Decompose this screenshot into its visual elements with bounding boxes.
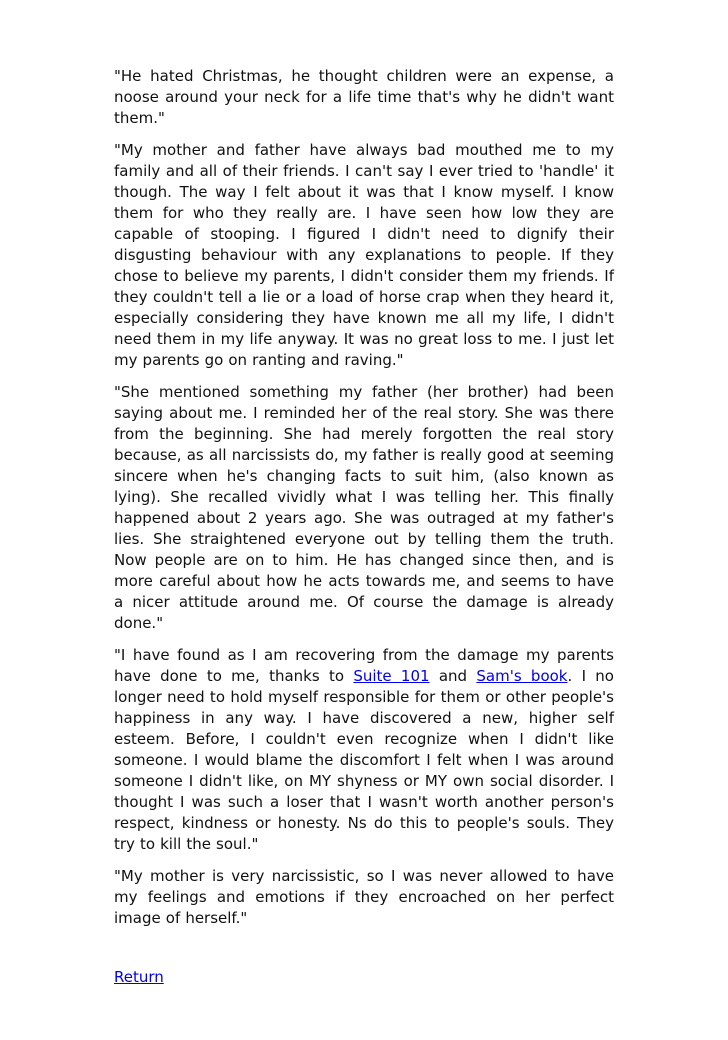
paragraph xyxy=(114,645,614,855)
document-content xyxy=(114,66,614,929)
suite-101-link[interactable]: Suite 101 xyxy=(353,667,430,685)
paragraph xyxy=(114,66,614,129)
paragraph xyxy=(114,866,614,929)
text-segment: "My mother and father have always bad mouthed me to my family and all of their friends. I can't say I ever tried to 'handle' it though. The way I felt about it was that I know myself. I know them for who they really are. I have seen how low they are capable of stooping. I figured I didn't need to dignify their disgusting behaviour with any explanations to people. If they chose to believe my parents, I didn't consider them my friends. If they couldn't tell a lie or a load of horse crap when they heard it, especially considering they have known me all my life, I didn't need them in my life anyway. It was no great loss to me. I just let my parents go on ranting and raving." xyxy=(114,141,614,369)
text-segment: "He hated Christmas, he thought children were an expense, a noose around your neck for a life time that's why he didn't want them." xyxy=(114,67,614,127)
sams-book-link[interactable]: Sam's book xyxy=(476,667,568,685)
paragraph xyxy=(114,382,614,634)
text-segment: and xyxy=(429,667,477,685)
text-segment: "I have found as I am recovering from the damage my parents have done to me, thanks to xyxy=(114,646,614,685)
text-segment: "My mother is very narcissistic, so I was never allowed to have my feelings and emotions if they encroached on her perfect image of herself." xyxy=(114,867,614,927)
text-segment: . I no longer need to hold myself responsible for them or other people's happiness in any way. I have discovered a new, higher self esteem. Before, I couldn't even recognize when I didn't like someone. I would blame the discomfort I felt when I was around someone I didn't like, on MY shyness or MY own social disorder. I thought I was such a loser that I wasn't worth another person's respect, kindness or honesty. Ns do this to people's souls. They try to kill the soul." xyxy=(114,667,614,853)
return-link[interactable]: Return xyxy=(114,968,164,986)
paragraph xyxy=(114,140,614,371)
document-page xyxy=(114,0,614,988)
text-segment: "She mentioned something my father (her brother) had been saying about me. I reminded her of the real story. She was there from the beginning. She had merely forgotten the real story because, as all narcissists do, my father is really good at seeming sincere when he's changing facts to suit him, (also known as lying). She recalled vividly what I was telling her. This finally happened about 2 years ago. She was outraged at my father's lies. She straightened everyone out by telling them the truth. Now people are on to him. He has changed since then, and is more careful about how he acts towards me, and seems to have a nicer attitude around me. Of course the damage is already done." xyxy=(114,383,614,632)
return-paragraph xyxy=(114,940,614,988)
